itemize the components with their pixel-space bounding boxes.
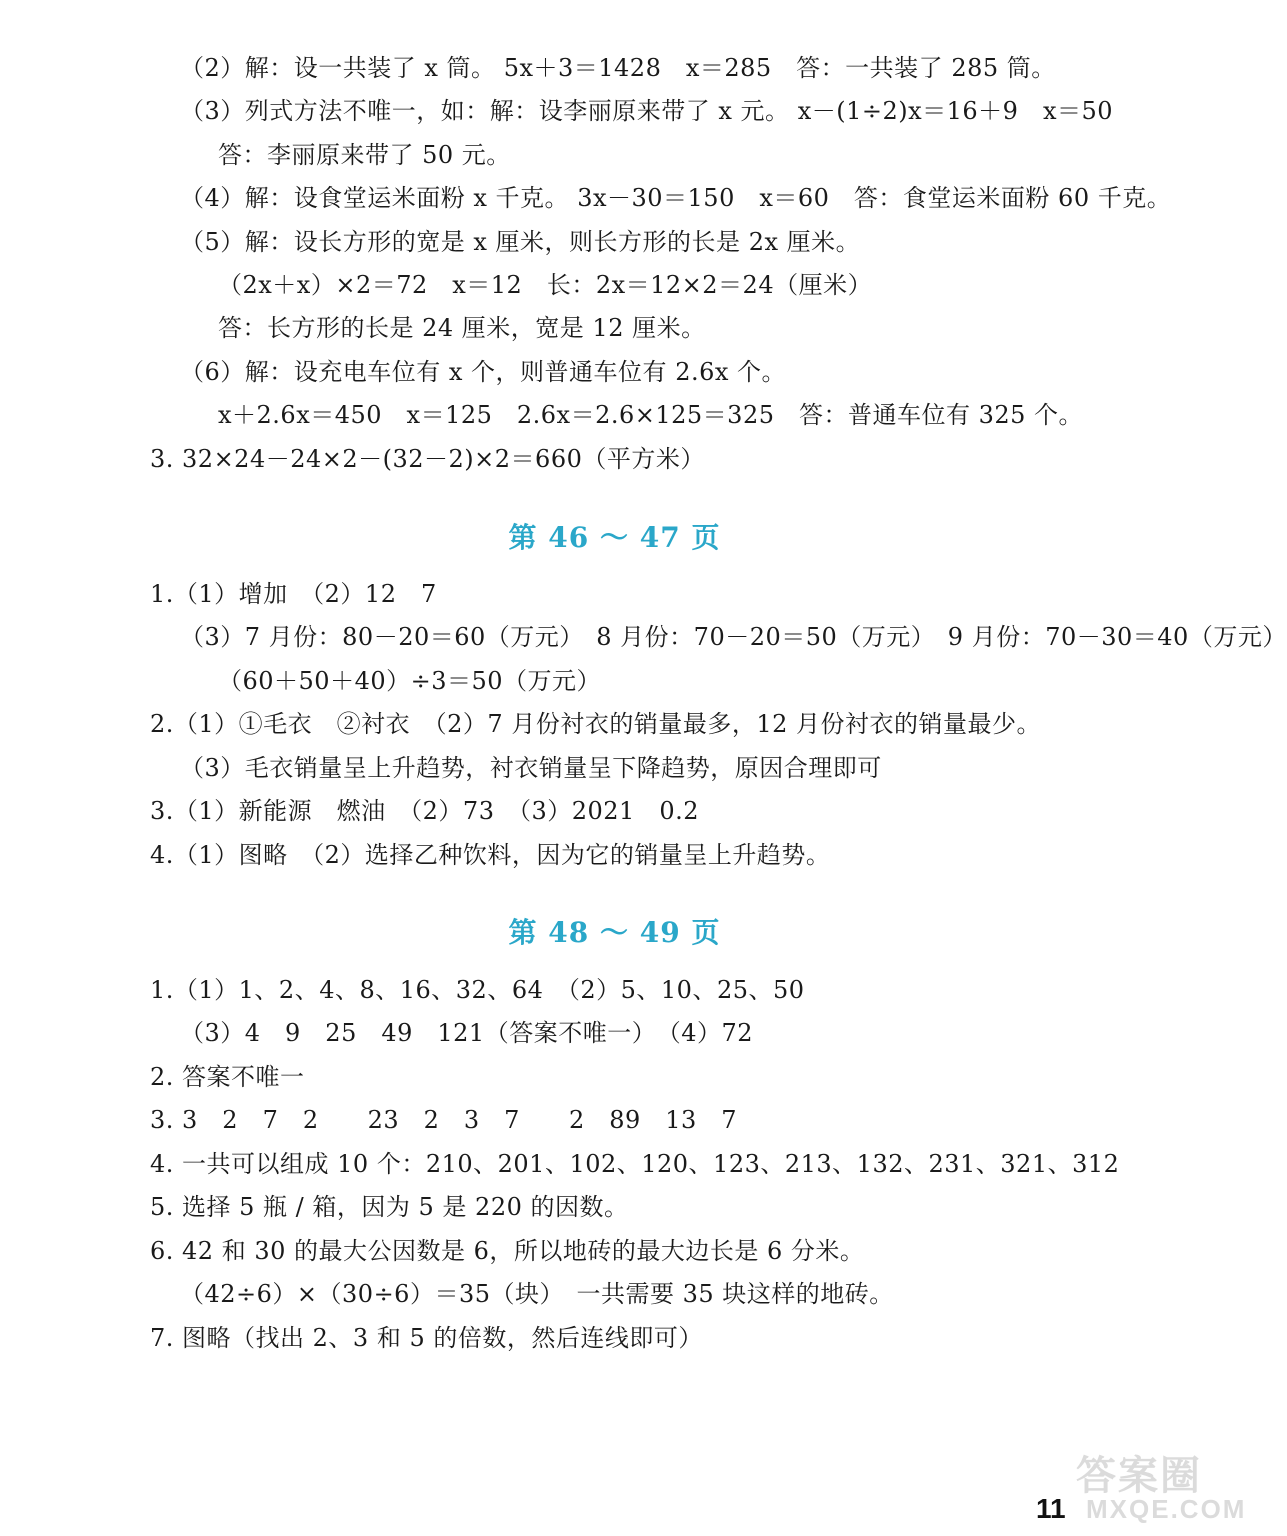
watermark-logo (1076, 1444, 1247, 1534)
answer-line: 3. 3 2 7 2 23 2 3 7 2 89 13 7 (150, 1106, 738, 1134)
section-heading: 第 48 ～ 49 页 (508, 916, 721, 949)
answer-line: （60＋50＋40）÷3＝50（万元） (218, 667, 602, 695)
watermark-url: MXQE.COM (1086, 1494, 1247, 1524)
answer-line: （2x＋x）×2＝72 x＝12 长：2x＝12×2＝24（厘米） (218, 271, 873, 299)
answer-line: 5. 选择 5 瓶 / 箱，因为 5 是 220 的因数。 (150, 1193, 629, 1221)
answer-line: （3）列式方法不唯一，如：解：设李丽原来带了 x 元。 x－(1÷2)x＝16＋9 x＝50 (180, 97, 1114, 125)
answer-line: x＋2.6x＝450 x＝125 2.6x＝2.6×125＝325 答：普通车位有 325 个。 (218, 401, 1084, 429)
answer-line: （3）7 月份：80－20＝60（万元） 8 月份：70－20＝50（万元） 9 月份：70－30＝40（万元） (180, 623, 1287, 651)
answer-line: 4.（1）图略 （2）选择乙种饮料，因为它的销量呈上升趋势。 (150, 841, 831, 869)
watermark-text: 答案圈 (1076, 1454, 1202, 1498)
answer-line: 6. 42 和 30 的最大公因数是 6，所以地砖的最大边长是 6 分米。 (150, 1237, 865, 1265)
answer-line: 3. 32×24－24×2－(32－2)×2＝660（平方米） (150, 445, 705, 473)
answer-line: （6）解：设充电车位有 x 个，则普通车位有 2.6x 个。 (180, 358, 787, 386)
page-number: 11 (1036, 1493, 1066, 1524)
answer-line: （5）解：设长方形的宽是 x 厘米，则长方形的长是 2x 厘米。 (180, 228, 861, 256)
answer-line: （3）毛衣销量呈上升趋势，衬衣销量呈下降趋势，原因合理即可 (180, 754, 882, 782)
answer-line: 7. 图略（找出 2、3 和 5 的倍数，然后连线即可） (150, 1324, 703, 1352)
answer-line: （3）4 9 25 49 121（答案不唯一） （4）72 (180, 1019, 754, 1047)
answer-line: （42÷6）×（30÷6）＝35（块） 一共需要 35 块这样的地砖。 (180, 1280, 894, 1308)
answer-line: （4）解：设食堂运米面粉 x 千克。 3x－30＝150 x＝60 答：食堂运米面粉 60 千克。 (180, 184, 1172, 212)
answer-line: 2. 答案不唯一 (150, 1063, 305, 1091)
answer-line: 1.（1）增加 （2）12 7 (150, 580, 437, 608)
answer-line: 3.（1）新能源 燃油 （2）73 （3）2021 0.2 (150, 797, 699, 825)
answer-line: 4. 一共可以组成 10 个：210、201、102、120、123、213、132、231、321、312 (150, 1150, 1120, 1178)
section-heading: 第 46 ～ 47 页 (508, 521, 721, 554)
answer-line: 答：李丽原来带了 50 元。 (218, 141, 511, 169)
answer-line: 答：长方形的长是 24 厘米，宽是 12 厘米。 (218, 314, 706, 342)
answer-line: 1.（1）1、2、4、8、16、32、64 （2）5、10、25、50 (150, 976, 805, 1004)
answer-line: 2.（1）①毛衣 ②衬衣 （2）7 月份衬衣的销量最多，12 月份衬衣的销量最少。 (150, 710, 1042, 738)
answer-line: （2）解：设一共装了 x 筒。 5x＋3＝1428 x＝285 答：一共装了 285 筒。 (180, 54, 1056, 82)
